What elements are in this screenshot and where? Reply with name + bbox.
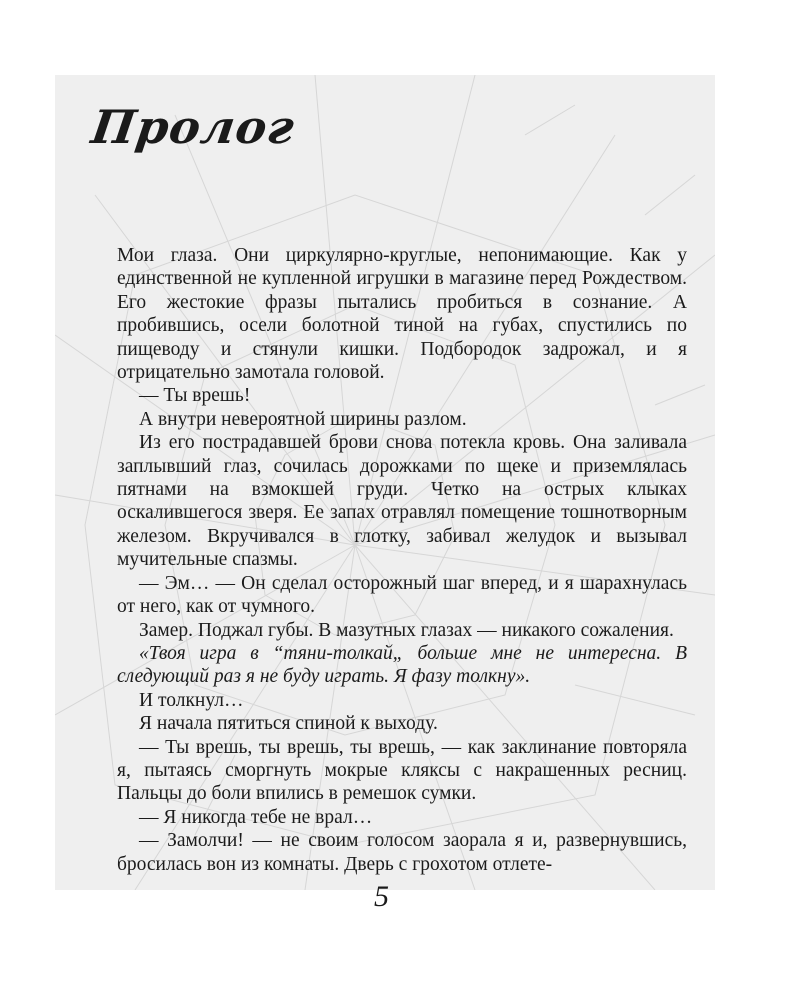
paragraph: — Я никогда тебе не врал… [139,806,373,828]
paragraph: — Ты врешь! [139,385,251,407]
paragraph: Мои глаза. Они циркулярно-круглые, непонимающие. Как у единственной не купленной игрушки в магазине перед Рождеством. Его жестокие фразы пытались пробиться в сознание. А пробившись, осели болотной тиной на губах, спустились по пищеводу и стянули кишки. Подбородок задрожал, и я отрицательно замотала головой. [117,245,687,384]
paragraph: Замер. Поджал губы. В мазутных глазах — никакого сожаления. [139,619,674,641]
paragraph-italic-quote: «Твоя игра в “тяни-толкай„ больше мне не интересна. В следующий раз я не буду играть. Я фазу толкну». [117,642,687,688]
paragraph: И толкнул… [139,689,244,711]
paragraph: — Ты врешь, ты врешь, ты врешь, — как заклинание повторяла я, пытаясь сморгнуть мокрые кляксы с накрашенных ресниц. Пальцы до боли впились в ремешок сумки. [117,736,687,805]
paragraph: Я начала пятиться спиной к выходу. [139,713,438,735]
page-number: 5 [374,880,389,913]
paragraph: — Эм… — Он сделал осторожный шаг вперед, и я шарахнулась от него, как от чумного. [117,572,687,618]
paragraph: А внутри невероятной ширины разлом. [139,408,467,430]
paragraph: Из его пострадавшей брови снова потекла кровь. Она заливала заплывший глаз, сочилась дорожками по щеке и приземлялась пятнами на взмокшей груди. Четко на острых клыках оскалившегося зверя. Ее запах отравлял помещение тошнотворным железом. Вкручивался в глотку, забивал желудок и вызывал мучительные спазмы. [117,432,687,571]
paragraph: — Замолчи! — не своим голосом заорала я и, развернувшись, бросилась вон из комнаты. Дверь с грохотом отлете- [117,830,687,875]
chapter-body [117,244,687,876]
chapter-title: Пролог [88,100,299,154]
